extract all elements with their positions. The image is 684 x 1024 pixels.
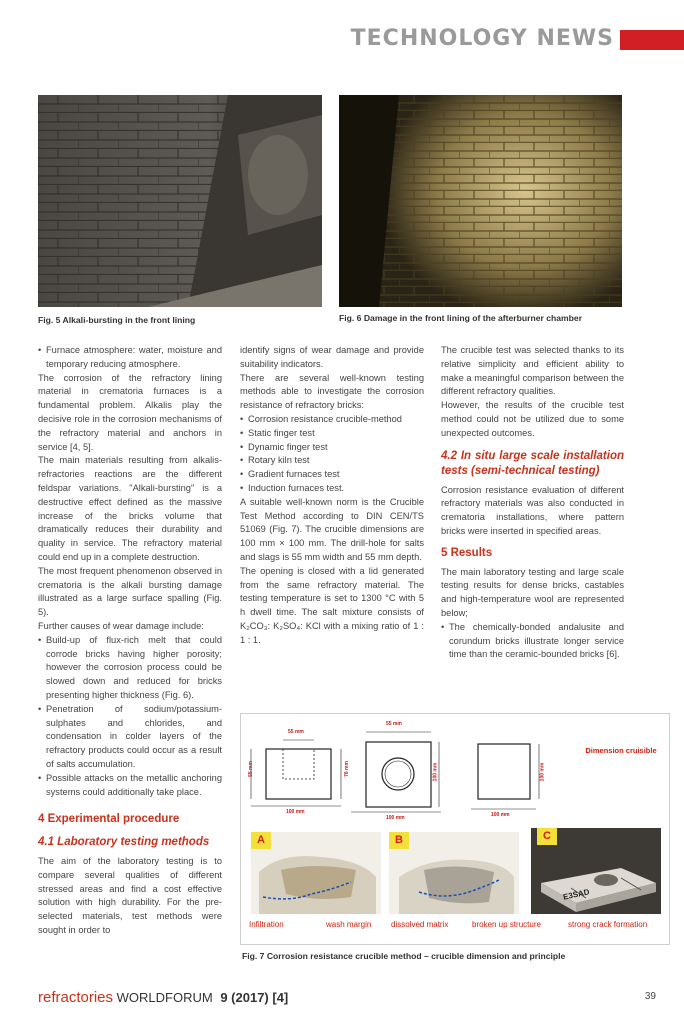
- footer-issue: 9 (2017) [4]: [220, 990, 289, 1005]
- fig6-caption: [339, 313, 582, 323]
- fig5-caption: [38, 315, 195, 325]
- paragraph: The aim of the laboratory testing is to compare several qualities of different stressed areas and find a cost effective solution with high durability. For the pre-selected materials, test methods were sought in order to: [38, 856, 222, 936]
- dim-label: 55 mm: [386, 721, 402, 727]
- legend-wash-margin: wash margin: [326, 920, 372, 929]
- section-heading: 4 Experimental procedure: [38, 813, 180, 826]
- fig7-caption: [242, 951, 565, 961]
- text-column-2: [240, 344, 424, 648]
- bullet-item: • Build-up of flux-rich melt that could corrode bricks having higher porosity; however the corrosion process could be slowed down and reduced for bricks presenting higher thickness (Fig. 6).: [38, 634, 222, 703]
- footer-brand-refractories: refractories: [38, 989, 114, 1006]
- fig5-photo: [38, 95, 322, 307]
- legend-strong-crack-formation: strong crack formation: [568, 920, 648, 929]
- dim-label: 100 mm: [432, 762, 439, 782]
- fig5-caption-number: Fig. 5: [38, 315, 61, 325]
- subsection-heading: 4.1 Laboratory testing methods: [38, 836, 210, 849]
- paragraph: The opening is closed with a lid generated from the same refractory material. The testing temperature is set to 1300 °C with 5 h dwell time. The salt mixture consists of K₂CO₃: K₂SO₄: KCl with a mixing ratio of 1 : 1 : 1.: [240, 565, 424, 645]
- bullet-item: • Possible attacks on the metallic anchoring systems could additionally take place.: [38, 772, 222, 800]
- section-color-bar: [620, 30, 684, 50]
- crucible-photo-b: [389, 832, 519, 914]
- crucible-photo-a: [251, 832, 381, 914]
- paragraph: A suitable well-known norm is the Crucible Test Method according to DIN CEN/TS 51069 (Fig. 7). The crucible dimensions are 100 mm × 100 mm. The drill-hole for salts and slags is 55 mm width and 55 mm depth.: [240, 496, 424, 562]
- crucible-marking: E3SAD: [562, 887, 591, 902]
- legend-broken-up-structure: broken up structure: [472, 920, 541, 929]
- legend-dissolved-matrix: dissolved matrix: [391, 920, 449, 929]
- dim-label: 55 mm: [247, 761, 254, 777]
- section-title: TECHNOLOGY NEWS: [350, 26, 614, 51]
- bullet-item: • The chemically-bonded andalusite and corundum bricks illustrate longer service time than the ceramic-bounded bricks [6].: [441, 621, 624, 662]
- text-column-1: [38, 344, 222, 938]
- bullet-item: • Dynamic finger test: [240, 441, 424, 455]
- paragraph: Corrosion resistance evaluation of different refractory materials was also conducted in crematoria installations, where pattern bricks were inserted in specified areas.: [441, 484, 624, 536]
- text-column-3: [441, 344, 624, 662]
- dim-label: 100 mm: [491, 812, 510, 818]
- dim-label: 100 mm: [386, 815, 405, 821]
- dim-label: 76 mm: [343, 761, 350, 777]
- paragraph: Further causes of wear damage include:: [38, 620, 204, 631]
- paragraph: The main materials resulting from alkalis-refractories reactions are the different feldspar variations. "Alkali-bursting" is a destructive effect defined as the massive increase of the bricks volume that dramatically reduces their durability and quality in service. The refractory material could end up in a complete destruction.: [38, 455, 222, 562]
- fig7-caption-text: Corrosion resistance crucible method – crucible dimension and principle: [266, 951, 566, 961]
- subsection-heading: 4.2 In situ large scale installation tests (semi-technical testing): [441, 449, 624, 477]
- dimension-crucible-label: Dimension cruisible: [585, 746, 657, 755]
- paragraph: identify signs of wear damage and provide suitability indicators.: [240, 345, 424, 369]
- photo-tag-c: C: [537, 828, 557, 845]
- footer-brand-worldforum: WORLDFORUM: [116, 990, 213, 1005]
- fig6-caption-number: Fig. 6: [339, 313, 362, 323]
- crucible-photo-c: [531, 828, 661, 914]
- dim-label: 100 mm: [286, 809, 305, 815]
- bullet-item: • Corrosion resistance crucible-method: [240, 413, 424, 427]
- bullet-item: • Penetration of sodium/potassium-sulphates and chlorides, and condensation in colder layers of the refractory products could occur as a result of salts accumulation.: [38, 703, 222, 772]
- fig7-caption-number: Fig. 7: [242, 951, 265, 961]
- paragraph: The main laboratory testing and large scale testing results for dense bricks, castables and high-temperature wool are represented below;: [441, 566, 624, 618]
- fig7-figure: [240, 713, 670, 945]
- legend-infiltration: Infiltration: [249, 920, 284, 929]
- paragraph: The corrosion of the refractory lining material in crematoria furnaces is a fundamental problem. Alkalis play the decisive role in the corrosion mechanisms of the refractory material and anchors in service [4, 5].: [38, 372, 222, 452]
- paragraph: However, the results of the crucible test method could not be utilized due to some unexpected outcomes.: [441, 400, 624, 438]
- bullet-item: • Gradient furnaces test: [240, 468, 424, 482]
- bullet-item: • Furnace atmosphere: water, moisture and temporary reducing atmosphere.: [38, 344, 222, 372]
- crucible-dimension-drawing: [241, 714, 669, 832]
- dim-label: 55 mm: [288, 729, 304, 735]
- footer-brand: [38, 989, 288, 1006]
- photo-tag-a: A: [251, 832, 271, 849]
- bullet-item: • Static finger test: [240, 427, 424, 441]
- section-heading: 5 Results: [441, 546, 493, 559]
- paragraph: The most frequent phenomenon observed in crematoria is the alkali bursting damage illustrated as a large surface spalling (Fig. 5).: [38, 565, 222, 618]
- dim-label: 100 mm: [539, 762, 546, 782]
- page-number: 39: [644, 991, 656, 1002]
- fig5-caption-text: Alkali-bursting in the front lining: [62, 315, 196, 325]
- paragraph: The crucible test was selected thanks to its relative simplicity and efficient ability to make a meaningful comparison between the different refractory qualities.: [441, 345, 624, 397]
- bullet-item: • Induction furnaces test.: [240, 482, 424, 496]
- paragraph: There are several well-known testing methods able to investigate the corrosion resistance of refractory bricks:: [240, 372, 424, 411]
- fig6-photo: [339, 95, 622, 307]
- bullet-item: • Rotary kiln test: [240, 454, 424, 468]
- photo-tag-b: B: [389, 832, 409, 849]
- fig6-caption-text: Damage in the front lining of the afterburner chamber: [363, 313, 583, 323]
